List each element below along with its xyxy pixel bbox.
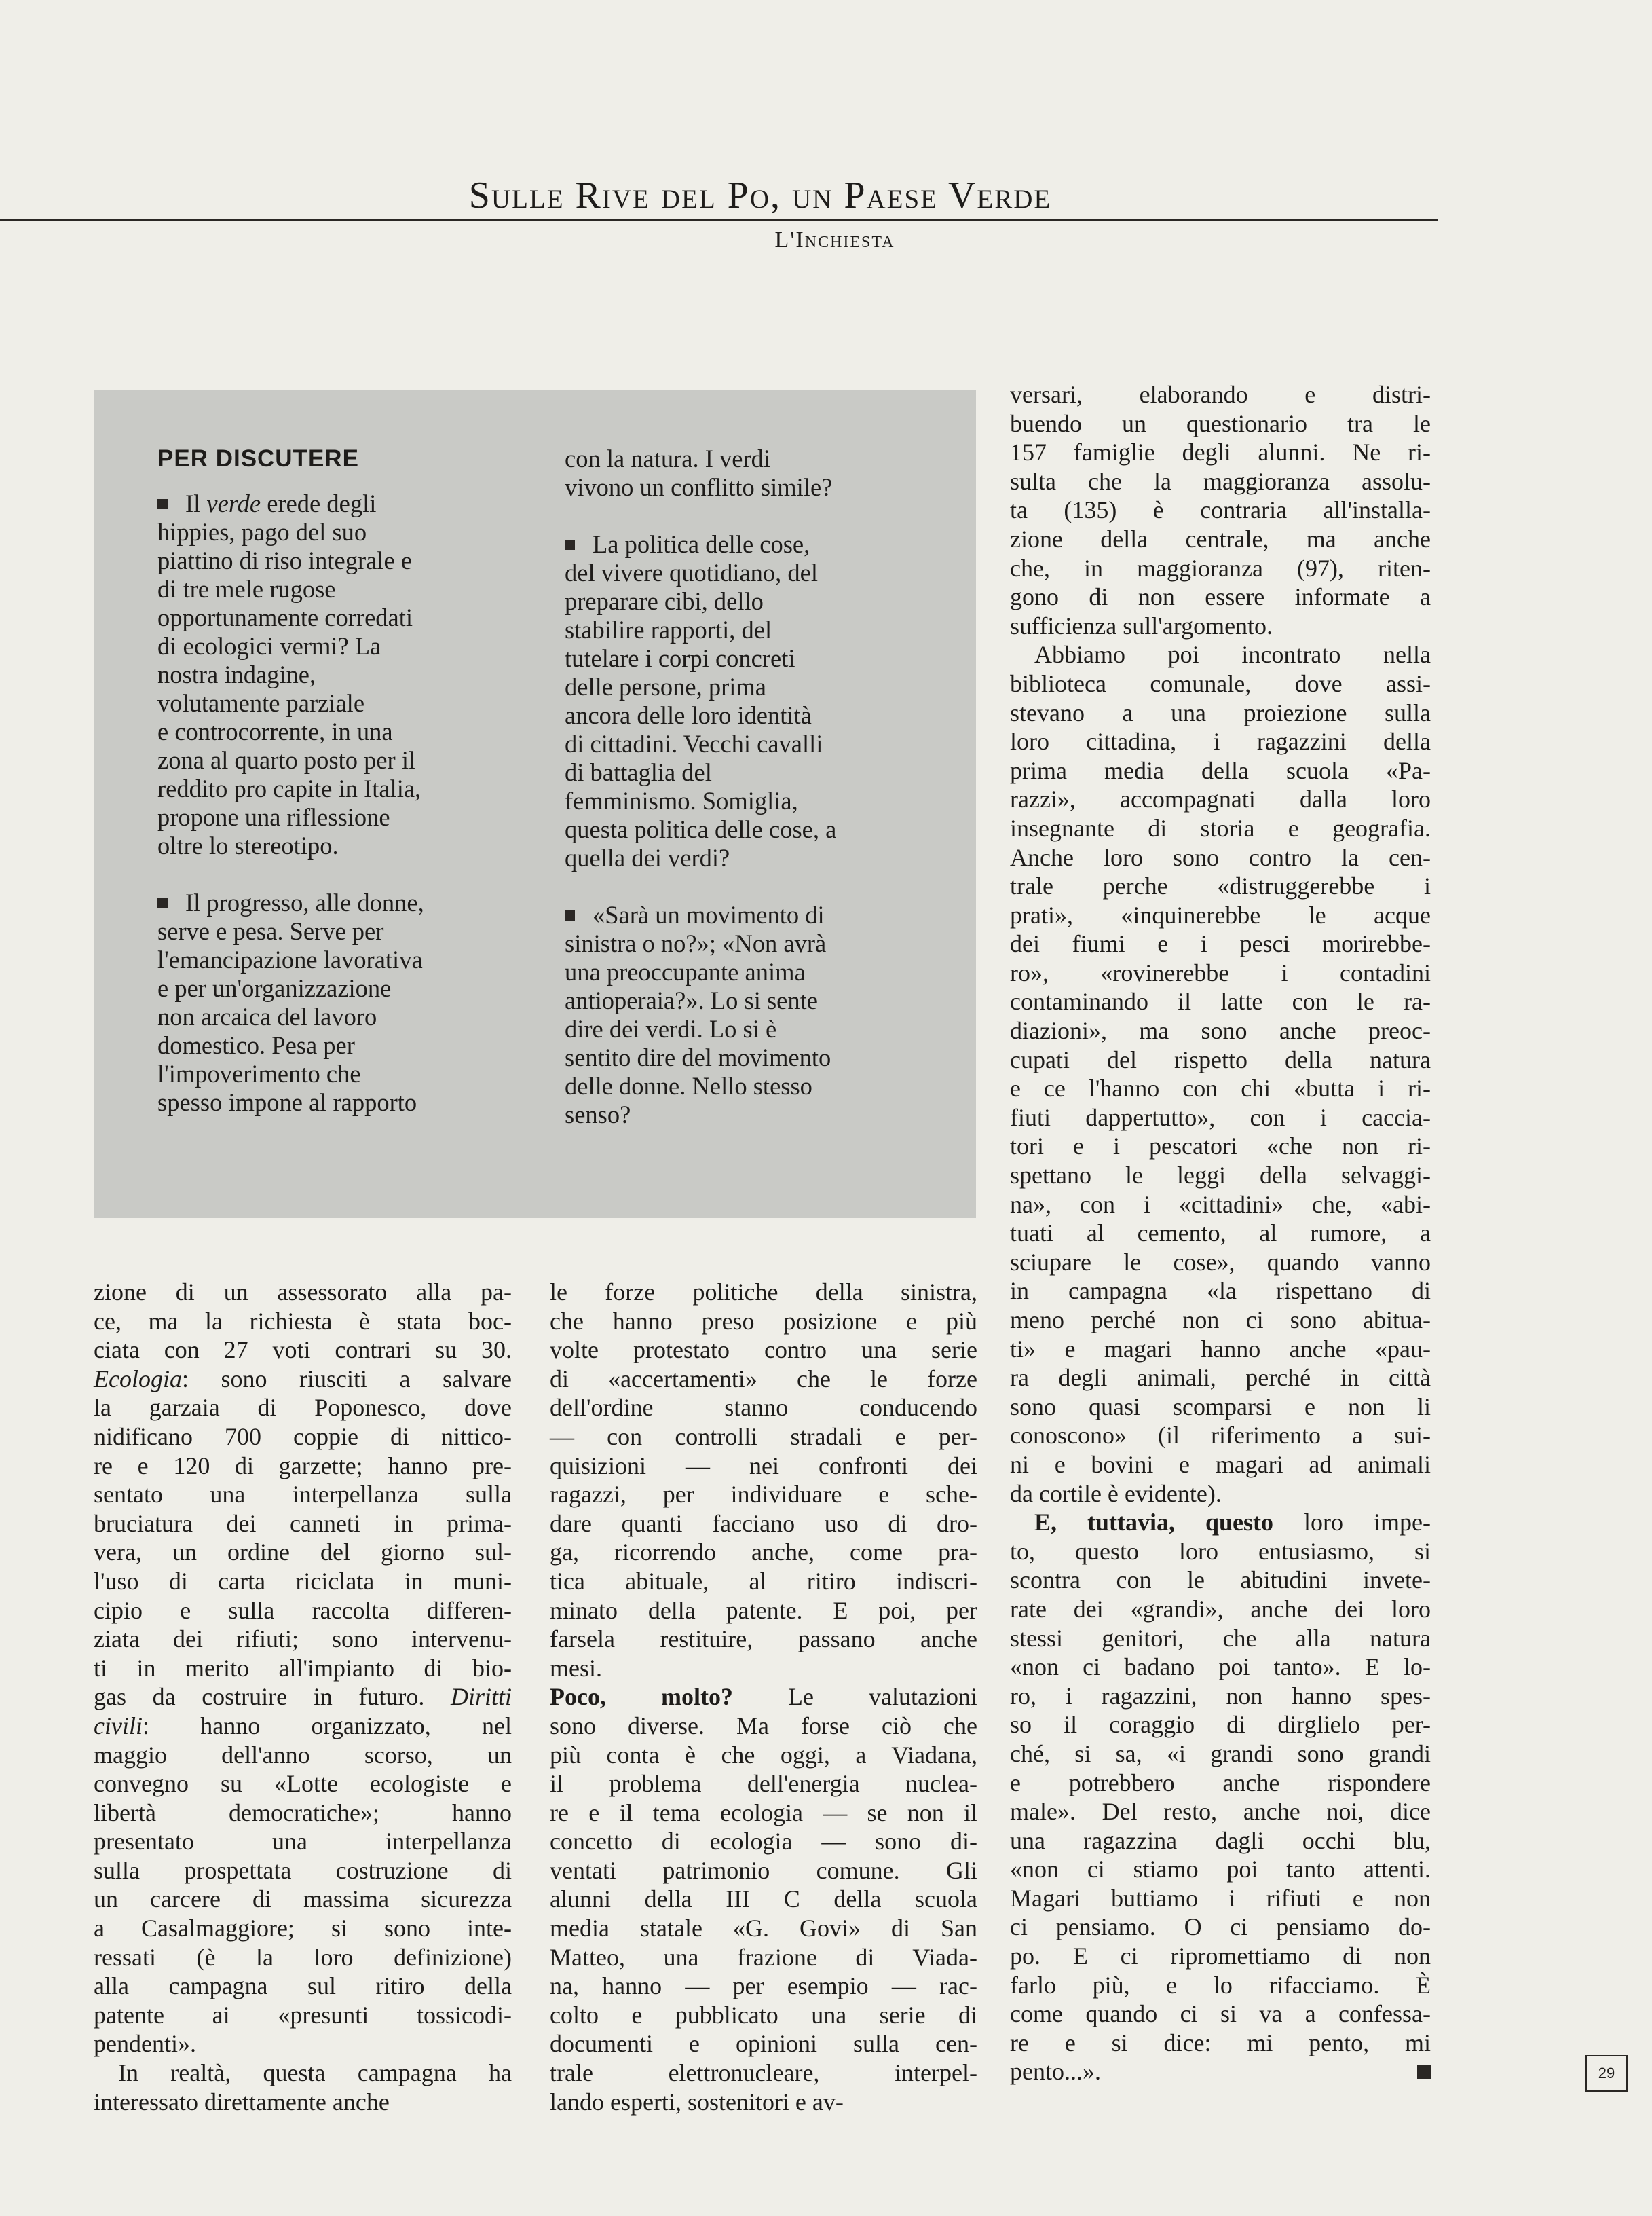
line-text: spesso impone al rapporto	[157, 1088, 417, 1116]
line-text: «Sarà un movimento di	[593, 901, 825, 929]
text-line: lando esperti, sostenitori e av-	[550, 2088, 844, 2116]
text-line: trale perche «distruggerebbe i	[1010, 872, 1431, 900]
text-line: razzi», accompagnati dalla loro	[1010, 786, 1431, 813]
line-text: antioperaia?». Lo si sente	[565, 986, 818, 1014]
line-text: piattino di riso integrale e	[157, 547, 413, 574]
text-line: un carcere di massima sicurezza	[94, 1885, 512, 1913]
text-line: alunni della III C della scuola	[550, 1885, 977, 1913]
text-line: pendenti».	[94, 2030, 196, 2058]
page-number: 29	[1585, 2055, 1628, 2092]
text-line	[157, 1031, 524, 1060]
line-text: dire dei verdi. Lo si è	[565, 1015, 777, 1043]
line-text: l'emancipazione lavorativa	[157, 946, 423, 974]
text-line: tuati al cemento, al rumore, a	[1010, 1219, 1431, 1247]
text-line: minato della patente. E poi, per	[550, 1596, 977, 1624]
text-line: loro cittadina, i ragazzini della	[1010, 728, 1431, 756]
text-line	[157, 1003, 524, 1031]
text-line	[565, 530, 931, 559]
text-line: Magari buttiamo i rifiuti e non	[1010, 1884, 1431, 1912]
text-line: cipio e sulla raccolta differen-	[94, 1596, 512, 1624]
text-line: sentato una interpellanza sulla	[94, 1481, 512, 1509]
text-line: dei fiumi e i pesci morirebbe-	[1010, 930, 1431, 958]
section-label: L'Inchiesta	[774, 227, 895, 253]
text-line: convegno su «Lotte ecologiste e	[94, 1770, 512, 1798]
text-line	[157, 1060, 524, 1088]
text-line: nidificano 700 coppie di nittico-	[94, 1422, 512, 1450]
text-line: presentato una interpellanza	[94, 1828, 512, 1855]
text-line: ciata con 27 voti contrari su 30.	[94, 1336, 512, 1364]
text-line: male». Del resto, anche noi, dice	[1010, 1798, 1431, 1826]
text-line	[565, 644, 931, 673]
text-line: buendo un questionario tra le	[1010, 409, 1431, 437]
text-line	[565, 1101, 931, 1129]
text-line: come quando ci si va a confessa-	[1010, 2000, 1431, 2028]
text-line: l'uso di carta riciclata in muni-	[94, 1567, 512, 1595]
line-text: e controcorrente, in una	[157, 718, 393, 745]
text-line	[157, 974, 524, 1003]
text-line: na, hanno — per esempio — rac-	[550, 1972, 977, 2000]
text-line: di «accertamenti» che le forze	[550, 1365, 977, 1392]
text-line	[565, 986, 931, 1015]
text-line	[157, 518, 524, 547]
line-text: e per un'organizzazione	[157, 974, 392, 1002]
text-line: e ce l'hanno con chi «butta i ri-	[1010, 1075, 1431, 1103]
text-line: libertà democratiche»; hanno	[94, 1798, 512, 1826]
article-column-2	[550, 1278, 977, 2116]
line-text: preparare cibi, dello	[565, 587, 764, 615]
bullet-square-icon	[565, 910, 575, 921]
text-line: ci pensiamo. O ci pensiamo do-	[1010, 1913, 1431, 1941]
text-line: quisizioni — nei confronti dei	[550, 1452, 977, 1479]
bullet-square-icon	[157, 898, 168, 908]
text-line	[157, 1088, 524, 1117]
text-line	[565, 673, 931, 701]
text-line: bruciatura dei canneti in prima-	[94, 1509, 512, 1537]
text-line: più conta è che oggi, a Viadana,	[550, 1741, 977, 1769]
text-line: gas da costruire in futuro. Diritti	[94, 1683, 512, 1711]
bullet-square-icon	[565, 540, 575, 550]
text-line	[157, 775, 524, 803]
text-line: po. E ci ripromettiamo di non	[1010, 1942, 1431, 1970]
text-line: insegnante di storia e geografia.	[1010, 814, 1431, 842]
text-line	[157, 632, 524, 661]
text-line: ro», «rovinerebbe i contadini	[1010, 959, 1431, 986]
text-line: media statale «G. Govi» di San	[550, 1915, 977, 1942]
line-text: delle donne. Nello stesso	[565, 1072, 812, 1100]
line-text: La politica delle cose,	[593, 530, 810, 558]
text-line: prima media della scuola «Pa-	[1010, 756, 1431, 784]
text-line	[157, 746, 524, 775]
text-line: versari, elaborando e distri-	[1010, 381, 1431, 408]
text-line: Anche loro sono contro la cen-	[1010, 843, 1431, 871]
text-line: ro, i ragazzini, non hanno spes-	[1010, 1682, 1431, 1710]
text-line: Ecologia: sono riusciti a salvare	[94, 1365, 512, 1392]
line-text: senso?	[565, 1101, 631, 1128]
text-line: in campagna «la rispettano di	[1010, 1277, 1431, 1305]
text-line: spettano le leggi della selvaggi-	[1010, 1162, 1431, 1189]
article-title: Sulle Rive del Po, un Paese Verde	[468, 174, 1052, 217]
line-text: di tre mele rugose	[157, 575, 336, 603]
line-text: serve e pesa. Serve per	[157, 917, 384, 945]
line-text: l'impoverimento che	[157, 1060, 361, 1088]
text-line: sono diverse. Ma forse ciò che	[550, 1712, 977, 1739]
text-line: ti» e magari hanno anche «pau-	[1010, 1335, 1431, 1363]
text-line	[157, 718, 524, 746]
text-line: prati», «inquinerebbe le acque	[1010, 901, 1431, 929]
line-text: domestico. Pesa per	[157, 1031, 355, 1059]
text-line: gono di non essere informate a	[1010, 583, 1431, 611]
text-line: a Casalmaggiore; si sono inte-	[94, 1915, 512, 1942]
line-text: hippies, pago del suo	[157, 518, 367, 546]
line-text: di cittadini. Vecchi cavalli	[565, 730, 823, 758]
text-line: Abbiamo poi incontrato nella	[1034, 641, 1431, 669]
text-line: sufficienza sull'argomento.	[1010, 612, 1273, 640]
text-line: maggio dell'anno scorso, un	[94, 1741, 512, 1769]
text-line	[157, 832, 524, 860]
line-text: del vivere quotidiano, del	[565, 559, 819, 587]
discussion-box-column-2	[565, 445, 931, 1129]
text-line	[565, 929, 931, 958]
text-line: da cortile è evidente).	[1010, 1479, 1222, 1507]
text-line: mesi.	[550, 1654, 602, 1682]
text-line: zione di un assessorato alla pa-	[94, 1278, 512, 1306]
line-text: con la natura. I verdi	[565, 445, 771, 473]
header-rule	[0, 219, 1438, 221]
text-line	[565, 1015, 931, 1044]
text-line	[565, 958, 931, 986]
text-line: scontra con le abitudini invete-	[1010, 1566, 1431, 1594]
text-line: ga, ricorrendo anche, come pra-	[550, 1538, 977, 1566]
line-text: quella dei verdi?	[565, 844, 730, 872]
text-line: diazioni», ma sono anche preoc-	[1010, 1017, 1431, 1045]
text-line: re e si dice: mi pento, mi	[1010, 2029, 1431, 2056]
text-line: sciupare le cose», quando vanno	[1010, 1248, 1431, 1276]
text-line: ziata dei rifiuti; sono intervenu-	[94, 1625, 512, 1653]
text-line: le forze politiche della sinistra,	[550, 1278, 977, 1306]
discussion-box-column-1	[157, 445, 524, 1117]
text-line: re e 120 di garzette; hanno pre-	[94, 1452, 512, 1479]
text-line	[565, 1072, 931, 1101]
text-line	[157, 575, 524, 604]
text-line: dare quanti facciano uso di dro-	[550, 1509, 977, 1537]
text-line: che hanno preso posizione e più	[550, 1307, 977, 1335]
line-text: ancora delle loro identità	[565, 701, 812, 729]
text-line: so il coraggio di dirglielo per-	[1010, 1711, 1431, 1739]
line-text: tutelare i corpi concreti	[565, 644, 795, 672]
text-line: — con controlli stradali e per-	[550, 1422, 977, 1450]
text-line	[157, 917, 524, 946]
text-line: contaminando il latte con le ra-	[1010, 988, 1431, 1016]
line-text: non arcaica del lavoro	[157, 1003, 377, 1031]
text-line: ragazzi, per individuare e sche-	[550, 1481, 977, 1509]
text-line	[157, 946, 524, 974]
line-text: vivono un conflitto simile?	[565, 473, 833, 501]
text-line: ché, si sa, «i grandi sono grandi	[1010, 1739, 1431, 1767]
line-text: delle persone, prima	[565, 673, 766, 701]
text-line: trale elettronucleare, interpel-	[550, 2059, 977, 2087]
article-column-3	[1010, 380, 1431, 2086]
text-line: Matteo, una frazione di Viada-	[550, 1943, 977, 1971]
text-line: to, questo loro entusiasmo, si	[1010, 1537, 1431, 1565]
text-line: «non ci stiamo poi tanto attenti.	[1010, 1855, 1431, 1883]
text-line	[565, 901, 931, 929]
text-line: ra degli animali, perché in città	[1010, 1364, 1431, 1392]
line-text: reddito pro capite in Italia,	[157, 775, 421, 802]
text-line	[565, 473, 931, 502]
text-line: Poco, molto? Le valutazioni	[550, 1683, 977, 1711]
text-line: biblioteca comunale, dove assi-	[1010, 669, 1431, 697]
text-line	[565, 616, 931, 644]
text-line	[157, 490, 524, 518]
line-text: di battaglia del	[565, 758, 712, 786]
text-line: In realtà, questa campagna ha	[118, 2059, 512, 2087]
text-line: tica abituale, al ritiro indiscri-	[550, 1567, 977, 1595]
text-line: sono quasi scomparsi e non li	[1010, 1392, 1431, 1420]
text-line	[157, 689, 524, 718]
line-text: una preoccupante anima	[565, 958, 806, 986]
paragraph-gap	[565, 502, 931, 530]
line-text: di ecologici vermi? La	[157, 632, 381, 660]
text-line	[565, 559, 931, 587]
text-line: stevano a una proiezione sulla	[1010, 699, 1431, 726]
text-line: il problema dell'energia nuclea-	[550, 1770, 977, 1798]
discussion-box-heading: PER DISCUTERE	[157, 445, 359, 472]
text-line: «non ci badano poi tanto». E lo-	[1010, 1653, 1431, 1681]
text-line	[565, 587, 931, 616]
text-line	[565, 445, 931, 473]
text-line: ti in merito all'impianto di bio-	[94, 1654, 512, 1682]
text-line: vera, un ordine del giorno sul-	[94, 1538, 512, 1566]
text-line: sulla prospettata costruzione di	[94, 1856, 512, 1884]
text-line: ni e bovini e magari ad animali	[1010, 1450, 1431, 1478]
bullet-square-icon	[157, 499, 168, 509]
line-text: stabilire rapporti, del	[565, 616, 772, 644]
line-text: questa politica delle cose, a	[565, 815, 837, 843]
text-line: ressati (è la loro definizione)	[94, 1943, 512, 1971]
text-line	[565, 730, 931, 758]
line-text: opportunamente corredati	[157, 604, 413, 631]
text-line	[157, 604, 524, 632]
text-line	[157, 889, 524, 917]
text-line: concetto di ecologia — sono di-	[550, 1828, 977, 1855]
text-line: rate dei «grandi», anche dei loro	[1010, 1595, 1431, 1623]
line-text: nostra indagine,	[157, 661, 316, 688]
text-line: volte protestato contro una serie	[550, 1336, 977, 1364]
line-text: sinistra o no?»; «Non avrà	[565, 929, 827, 957]
text-line: una ragazzina dagli occhi blu,	[1010, 1826, 1431, 1854]
line-text: propone una riflessione	[157, 803, 390, 831]
text-line	[157, 803, 524, 832]
paragraph-gap	[157, 860, 524, 889]
article-column-1	[94, 1278, 512, 2116]
text-line	[565, 815, 931, 844]
paragraph-gap	[565, 872, 931, 901]
line-text: sentito dire del movimento	[565, 1044, 831, 1071]
text-line: farlo più, e lo rifacciamo. È	[1010, 1971, 1431, 1999]
text-line: re e il tema ecologia — se non il	[550, 1798, 977, 1826]
line-text: zona al quarto posto per il	[157, 746, 416, 774]
text-line: fiuti dappertutto», con i caccia-	[1010, 1103, 1431, 1131]
text-line: dell'ordine stanno conducendo	[550, 1394, 977, 1422]
text-line: meno perché non ci sono abitua-	[1010, 1306, 1431, 1333]
text-line: alla campagna sul ritiro della	[94, 1972, 512, 2000]
text-line: patente ai «presunti tossicodi-	[94, 2001, 512, 2029]
end-of-article-icon	[1417, 2065, 1431, 2079]
text-line: colto e pubblicato una serie di	[550, 2001, 977, 2029]
text-line: na», con i «cittadini» che, «abi-	[1010, 1190, 1431, 1218]
text-line: E, tuttavia, questo loro impe-	[1034, 1509, 1431, 1536]
text-line: ta (135) è contraria all'installa-	[1010, 496, 1431, 524]
text-line: ce, ma la richiesta è stata boc-	[94, 1307, 512, 1335]
text-line	[565, 701, 931, 730]
line-text: volutamente parziale	[157, 689, 365, 717]
line-text: Il progresso, alle donne,	[185, 889, 424, 917]
text-line	[157, 547, 524, 575]
line-text: oltre lo stereotipo.	[157, 832, 339, 860]
text-line: ventati patrimonio comune. Gli	[550, 1856, 977, 1884]
text-line	[565, 1044, 931, 1072]
text-line: 157 famiglie degli alunni. Ne ri-	[1010, 439, 1431, 466]
text-line: stessi genitori, che alla natura	[1010, 1624, 1431, 1652]
text-line: sulta che la maggioranza assolu-	[1010, 467, 1431, 495]
line-text: femminismo. Somiglia,	[565, 787, 798, 815]
text-line: conoscono» (il riferimento a sui-	[1010, 1422, 1431, 1449]
text-line: pento...».	[1010, 2057, 1431, 2086]
text-line: zione della centrale, ma anche	[1010, 525, 1431, 553]
text-line	[565, 787, 931, 815]
text-line: la garzaia di Poponesco, dove	[94, 1394, 512, 1422]
text-line: che, in maggioranza (97), riten-	[1010, 554, 1431, 582]
text-line	[565, 844, 931, 872]
text-line: interessato direttamente anche	[94, 2088, 390, 2116]
text-line: farsela restituire, passano anche	[550, 1625, 977, 1653]
text-line: documenti e opinioni sulla cen-	[550, 2030, 977, 2058]
text-line: e potrebbero anche rispondere	[1010, 1769, 1431, 1796]
line-text: Il verde erede degli	[185, 490, 377, 517]
text-line	[157, 661, 524, 689]
text-line: tori e i pescatori «che non ri-	[1010, 1132, 1431, 1160]
text-line	[565, 758, 931, 787]
text-line: civili: hanno organizzato, nel	[94, 1712, 512, 1739]
text-line: cupati del rispetto della natura	[1010, 1046, 1431, 1073]
